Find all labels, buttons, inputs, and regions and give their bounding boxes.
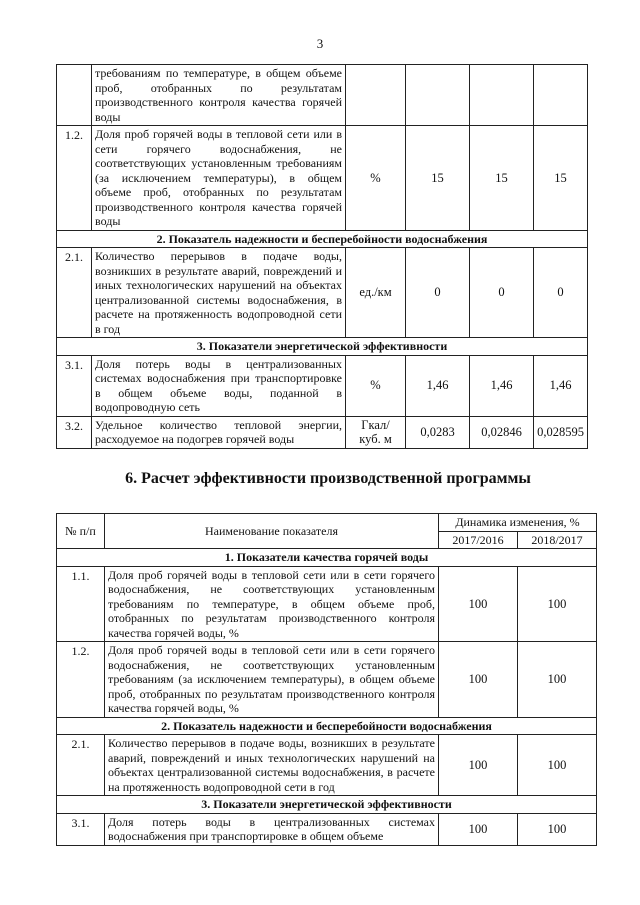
header-year-1: 2017/2016 (439, 531, 518, 549)
unit: % (346, 126, 406, 231)
unit: ед./км (346, 248, 406, 338)
value-3: 0,028595 (534, 416, 588, 448)
header-dynamics: Динамика изменения, % (439, 514, 597, 532)
value-1 (406, 65, 470, 126)
section-row (57, 717, 597, 735)
value-1: 15 (406, 126, 470, 231)
row-number: 2.1. (57, 735, 105, 796)
row-number: 1.2. (57, 642, 105, 718)
section-row (57, 549, 597, 567)
header-name: Наименование показателя (105, 514, 439, 549)
table-row (57, 126, 588, 231)
indicator-name: Доля потерь воды в централизованных системах водоснабжения при транспортировке в общем объеме воды, поданной в водопроводную сеть (92, 355, 346, 416)
section-row (57, 796, 597, 814)
header-num: № п/п (57, 514, 105, 549)
table-row (57, 65, 588, 126)
unit (346, 65, 406, 126)
dynamics-2: 100 (518, 735, 597, 796)
section-heading: 3. Показатели энергетической эффективности (57, 796, 597, 814)
value-2 (470, 65, 534, 126)
value-1: 1,46 (406, 355, 470, 416)
dynamics-1: 100 (439, 642, 518, 718)
indicator-name: Доля проб горячей воды в тепловой сети или в сети горячего водоснабжения, не соответствующих установленным требованиям (за исключением температуры), в общем объеме проб, отобранных по результатам производственного контроля качества горячей воды (92, 126, 346, 231)
table-row (57, 642, 597, 718)
indicator-name: требованиям по температуре, в общем объеме проб, отобранных по результатам производственного контроля качества горячей воды (92, 65, 346, 126)
indicator-name: Доля проб горячей воды в тепловой сети или в сети горячего водоснабжения, не соответствующих установленным требованиям по температуре, в общем объеме проб, отобранных по результатам производственного контроля качества горячей воды, % (105, 566, 439, 642)
value-2: 1,46 (470, 355, 534, 416)
dynamics-2: 100 (518, 566, 597, 642)
table-row (57, 416, 588, 448)
section-heading: 3. Показатели энергетической эффективности (57, 338, 588, 356)
indicator-name: Количество перерывов в подаче воды, возникших в результате аварий, повреждений и иных технологических нарушений на объектах централизованной системы водоснабжения, в расчете на протяженность водопроводной сети в год (105, 735, 439, 796)
section-heading: 1. Показатели качества горячей воды (57, 549, 597, 567)
indicators-table (56, 64, 588, 449)
table-row (57, 566, 597, 642)
indicator-name: Доля потерь воды в централизованных системах водоснабжения при транспортировке в общем объеме (105, 813, 439, 845)
dynamics-2: 100 (518, 813, 597, 845)
section-row (57, 338, 588, 356)
value-3: 15 (534, 126, 588, 231)
value-1: 0 (406, 248, 470, 338)
value-2: 0,02846 (470, 416, 534, 448)
efficiency-table (56, 513, 597, 846)
unit: Гкал/ куб. м (346, 416, 406, 448)
dynamics-1: 100 (439, 735, 518, 796)
table-row (57, 355, 588, 416)
table-row (57, 813, 597, 845)
table-header-row (57, 514, 597, 532)
row-number: 1.2. (57, 126, 92, 231)
value-3: 1,46 (534, 355, 588, 416)
table-row (57, 735, 597, 796)
value-2: 15 (470, 126, 534, 231)
dynamics-1: 100 (439, 566, 518, 642)
row-number: 3.1. (57, 355, 92, 416)
section-heading: 2. Показатель надежности и бесперебойности водоснабжения (57, 230, 588, 248)
row-number: 2.1. (57, 248, 92, 338)
section-heading: 2. Показатель надежности и бесперебойности водоснабжения (57, 717, 597, 735)
dynamics-2: 100 (518, 642, 597, 718)
indicator-name: Количество перерывов в подаче воды, возникших в результате аварий, повреждений и иных технологических нарушений на объектах централизованной системы водоснабжения, в расчете на протяженность водопроводной сети в год (92, 248, 346, 338)
table-row (57, 248, 588, 338)
header-year-2: 2018/2017 (518, 531, 597, 549)
section-row (57, 230, 588, 248)
dynamics-1: 100 (439, 813, 518, 845)
indicator-name: Удельное количество тепловой энергии, расходуемое на подогрев горячей воды (92, 416, 346, 448)
row-number: 1.1. (57, 566, 105, 642)
unit: % (346, 355, 406, 416)
value-3: 0 (534, 248, 588, 338)
row-number: 3.1. (57, 813, 105, 845)
page-number: 3 (316, 36, 324, 51)
value-3 (534, 65, 588, 126)
section-title: 6. Расчет эффективности производственной программы (125, 470, 531, 487)
value-1: 0,0283 (406, 416, 470, 448)
row-number: 3.2. (57, 416, 92, 448)
value-2: 0 (470, 248, 534, 338)
indicator-name: Доля проб горячей воды в тепловой сети или в сети горячего водоснабжения, не соответствующих установленным требованиям (за исключением температуры), в общем объеме проб, отобранных по результатам производственного контроля качества горячей воды, % (105, 642, 439, 718)
row-number (57, 65, 92, 126)
